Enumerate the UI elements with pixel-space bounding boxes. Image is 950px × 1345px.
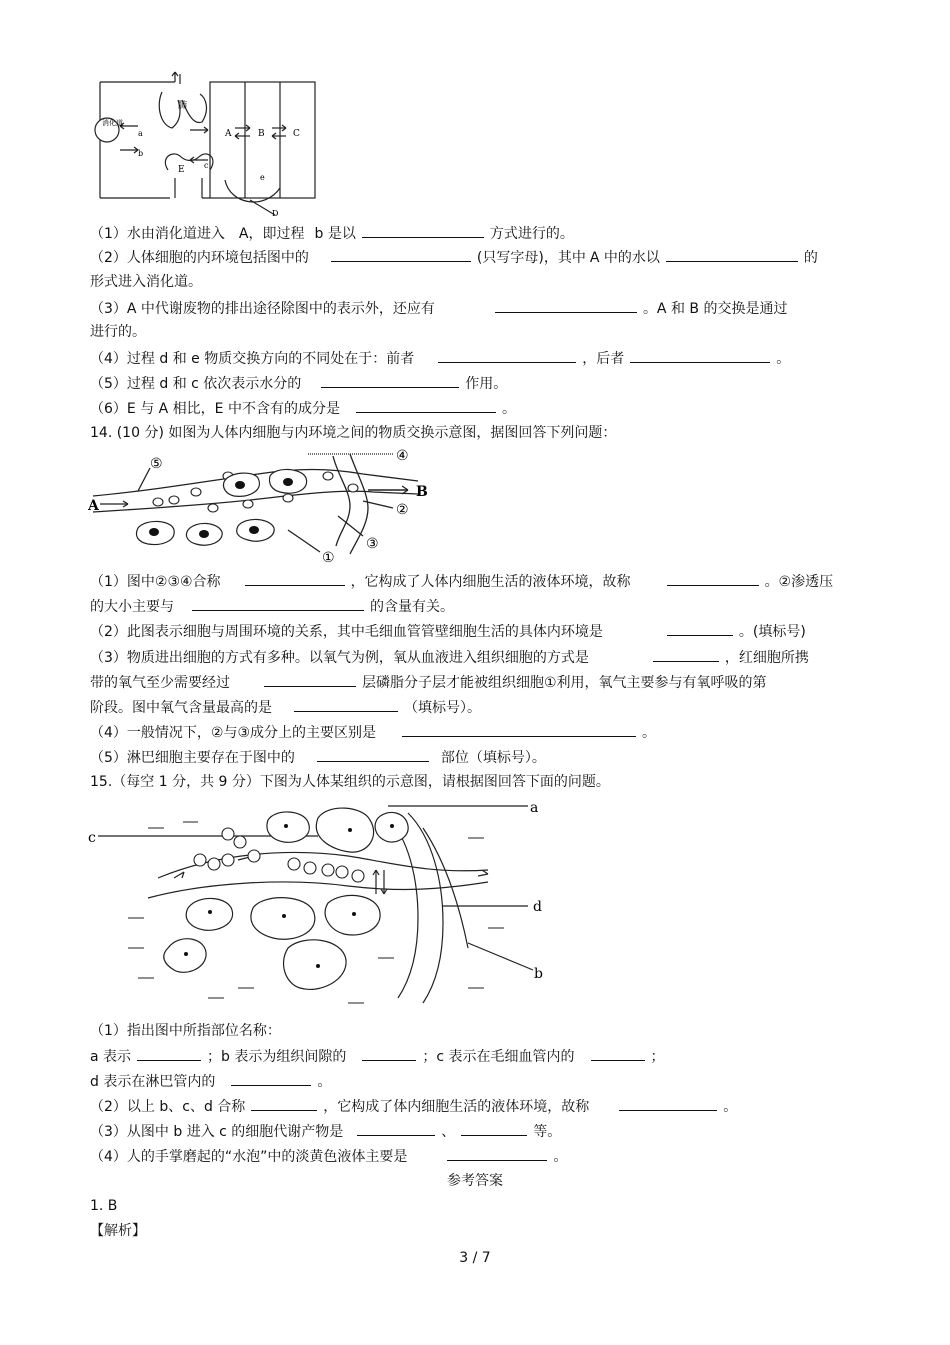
fig1-label-b: b bbox=[138, 149, 144, 158]
q14-line-2: 的大小主要与 的含量有关。 bbox=[90, 596, 454, 617]
fig1-label-B: B bbox=[258, 129, 265, 139]
q14-line-3: （2）此图表示细胞与周围环境的关系，其中毛细血管管壁细胞生活的具体内环境是 。(填标号) bbox=[90, 621, 806, 642]
fig1-label-a: a bbox=[138, 129, 143, 138]
fig2-label-4: ④ bbox=[396, 448, 409, 464]
fig1-label-e: e bbox=[260, 173, 265, 182]
q15-blank-2[interactable] bbox=[362, 1046, 416, 1061]
q13-line-8: （6）E 与 A 相比，E 中不含有的成分是 。 bbox=[90, 398, 516, 419]
fig1-label-D: D bbox=[272, 209, 279, 218]
q15-line-1: （1）指出图中所指部位名称： bbox=[90, 1023, 281, 1039]
q15-blank-6[interactable] bbox=[619, 1096, 717, 1111]
q14-line-6: 阶段。图中氧气含量最高的是 （填标号）。 bbox=[90, 697, 481, 718]
q15-blank-4[interactable] bbox=[231, 1071, 311, 1086]
q13-blank-2[interactable] bbox=[331, 247, 471, 262]
q14-blank-1[interactable] bbox=[245, 571, 345, 586]
fig1-label-c: c bbox=[204, 161, 209, 170]
q15-blank-1[interactable] bbox=[137, 1046, 201, 1061]
answer-analysis-label: 【解析】 bbox=[90, 1223, 146, 1239]
q14-title: 14. (10 分) 如图为人体内细胞与内环境之间的物质交换示意图，据图回答下列问题： bbox=[90, 425, 617, 441]
q14-blank-2[interactable] bbox=[667, 571, 759, 586]
q14-blank-7[interactable] bbox=[294, 697, 398, 712]
q14-blank-9[interactable] bbox=[317, 747, 429, 762]
q15-line-3: d 表示在淋巴管内的 。 bbox=[90, 1071, 331, 1092]
fig2-label-2: ② bbox=[396, 502, 409, 518]
q13-line-5: 进行的。 bbox=[90, 324, 146, 340]
q15-blank-9[interactable] bbox=[447, 1146, 547, 1161]
q14-blank-3[interactable] bbox=[192, 596, 364, 611]
q13-line-2: （2）人体细胞的内环境包括图中的 (只写字母)，其中 A 中的水以 的 bbox=[90, 247, 818, 268]
q13-blank-5[interactable] bbox=[438, 348, 576, 363]
q13-blank-7[interactable] bbox=[321, 373, 459, 388]
q13-blank-3[interactable] bbox=[666, 247, 798, 262]
answers-heading: 参考答案 bbox=[447, 1173, 503, 1189]
fig2-label-B: B bbox=[416, 484, 428, 500]
q13-blank-8[interactable] bbox=[356, 398, 496, 413]
fig2-label-5: ⑤ bbox=[150, 456, 163, 472]
q13-line-1: （1）水由消化道进入 A，即过程 b 是以 方式进行的。 bbox=[90, 223, 574, 244]
fig3-label-a: a bbox=[530, 800, 539, 816]
fig3-label-b: b bbox=[534, 966, 543, 982]
fig1-label-A: A bbox=[225, 129, 232, 139]
q15-line-5: （3）从图中 b 进入 c 的细胞代谢产物是 、 等。 bbox=[90, 1121, 561, 1142]
q13-blank-4[interactable] bbox=[495, 298, 637, 313]
q14-line-5: 带的氧气至少需要经过 层磷脂分子层才能被组织细胞①利用，氧气主要参与有氧呼吸的第 bbox=[90, 672, 767, 693]
q13-line-7: （5）过程 d 和 c 依次表示水分的 作用。 bbox=[90, 373, 507, 394]
page-number: 3 / 7 bbox=[459, 1250, 491, 1266]
fig3-label-c: c bbox=[88, 830, 96, 846]
q15-blank-8[interactable] bbox=[461, 1121, 527, 1136]
q14-line-1: （1）图中②③④合称 ，它构成了人体内细胞生活的液体环境，故称 。②渗透压 bbox=[90, 571, 833, 592]
figure-tissue bbox=[88, 798, 548, 1013]
q13-blank-1[interactable] bbox=[362, 223, 484, 238]
q13-line-4: （3）A 中代谢废物的排出途径除图中的表示外，还应有 。A 和 B 的交换是通过 bbox=[90, 298, 787, 319]
q14-line-8: （5）淋巴细胞主要存在于图中的 部位（填标号）。 bbox=[90, 747, 546, 768]
q14-line-4: （3）物质进出细胞的方式有多种。以氧气为例，氧从血液进入组织细胞的方式是 ，红细胞所携 bbox=[90, 647, 809, 668]
fig2-label-3: ③ bbox=[366, 536, 379, 552]
q13-line-3: 形式进入消化道。 bbox=[90, 274, 202, 290]
q14-line-7: （4）一般情况下，②与③成分上的主要区别是 。 bbox=[90, 722, 656, 743]
fig1-label-lung: 肺 bbox=[178, 101, 188, 111]
q15-blank-7[interactable] bbox=[357, 1121, 435, 1136]
q15-line-4: （2）以上 b、c、d 合称 ，它构成了体内细胞生活的液体环境，故称 。 bbox=[90, 1096, 737, 1117]
q13-blank-6[interactable] bbox=[630, 348, 770, 363]
fig2-label-1: ① bbox=[322, 550, 335, 566]
fig3-label-d: d bbox=[533, 899, 542, 915]
answer-1: 1. B bbox=[90, 1198, 118, 1214]
q14-blank-8[interactable] bbox=[402, 722, 636, 737]
fig1-label-E: E bbox=[178, 165, 185, 175]
q14-blank-5[interactable] bbox=[653, 647, 719, 662]
fig2-label-A: A bbox=[88, 498, 99, 514]
q15-blank-5[interactable] bbox=[251, 1096, 317, 1111]
fig1-label-C: C bbox=[293, 129, 300, 139]
q14-blank-6[interactable] bbox=[264, 672, 356, 687]
q15-title: 15.（每空 1 分，共 9 分）下图为人体某组织的示意图，请根据图回答下面的问题。 bbox=[90, 774, 610, 790]
q13-line-6: （4）过程 d 和 e 物质交换方向的不同处在于：前者 ，后者 。 bbox=[90, 348, 790, 369]
figure-body-fluid-exchange bbox=[90, 70, 330, 220]
q15-line-2: a 表示 ；b 表示为组织间隙的 ；c 表示在毛细血管内的 ； bbox=[90, 1046, 665, 1067]
q15-blank-3[interactable] bbox=[591, 1046, 645, 1061]
fig1-label-digest: 消化道 bbox=[102, 119, 123, 127]
q15-line-6: （4）人的手掌磨起的“水泡”中的淡黄色液体主要是 。 bbox=[90, 1146, 567, 1167]
q14-blank-4[interactable] bbox=[667, 621, 733, 636]
figure-cell-exchange bbox=[88, 446, 438, 566]
